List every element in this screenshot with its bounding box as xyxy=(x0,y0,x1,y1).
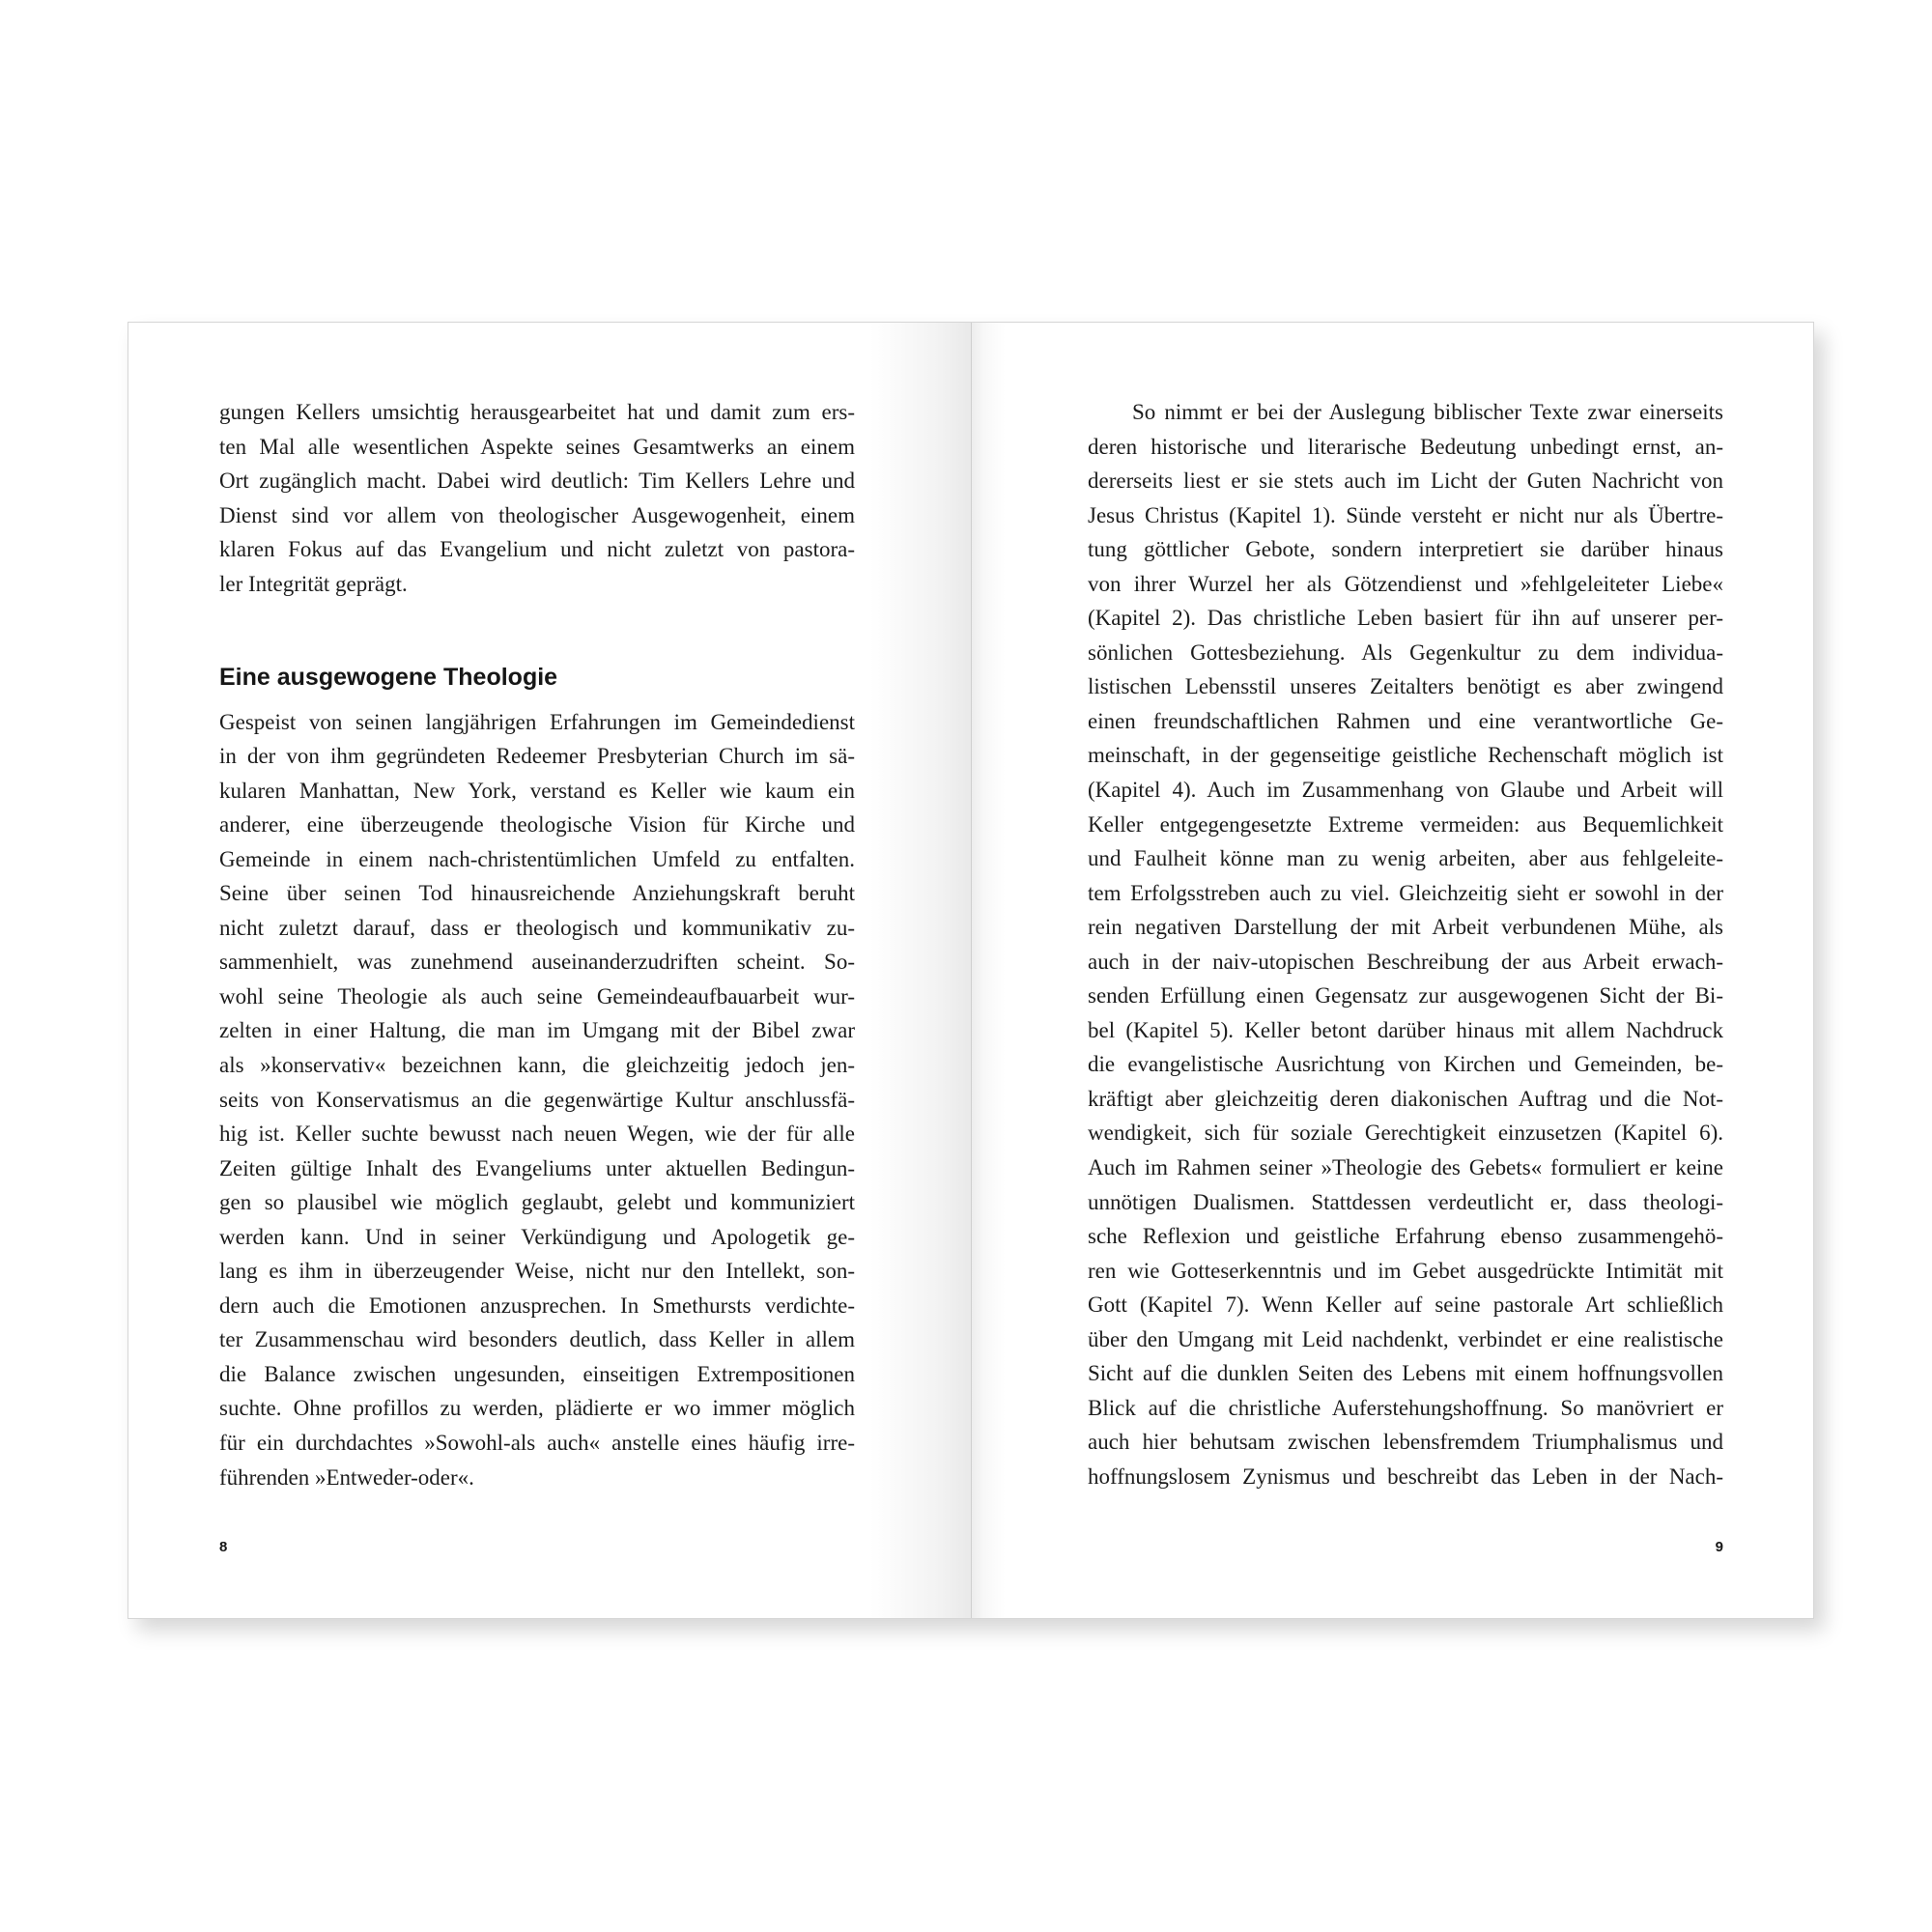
left-page xyxy=(128,323,971,1618)
text-line: So nimmt er bei der Auslegung biblischer Texte zwar einerseits xyxy=(1132,400,1723,424)
text-line: kularen Manhattan, New York, verstand es Keller wie kaum ein xyxy=(219,778,855,803)
page-number-left: 8 xyxy=(219,1539,228,1555)
text-line: nicht zuletzt darauf, dass er theologisch und kommunikativ zu- xyxy=(219,915,855,940)
text-line: sammenhielt, was zunehmend auseinanderzudriften scheint. So- xyxy=(219,950,855,975)
text-line: lang es ihm in überzeugender Weise, nicht nur den Intellekt, son- xyxy=(219,1259,855,1284)
text-line: für ein durchdachtes »Sowohl-als auch« anstelle eines häufig irre- xyxy=(219,1430,855,1455)
text-line: in der von ihm gegründeten Redeemer Presbyterian Church im sä- xyxy=(219,744,855,769)
text-line: einen freundschaftlichen Rahmen und eine verantwortliche Ge- xyxy=(1088,708,1723,733)
text-line: ter Zusammenschau wird besonders deutlich, dass Keller in allem xyxy=(219,1327,855,1352)
text-line: werden kann. Und in seiner Verkündigung und Apologetik ge- xyxy=(219,1224,855,1249)
text-line: Dienst sind vor allem von theologischer Ausgewogenheit, einem xyxy=(219,502,855,527)
page-number-right: 9 xyxy=(1715,1539,1723,1555)
text-line: Zeiten gültige Inhalt des Evangeliums unter aktuellen Bedingun- xyxy=(219,1155,855,1180)
text-line: auch in der naiv-utopischen Beschreibung der aus Arbeit erwach- xyxy=(1088,949,1723,974)
text-line: die Balance zwischen ungesunden, einseitigen Extrempositionen xyxy=(219,1361,855,1386)
text-line: und Faulheit könne man zu wenig arbeiten, aber aus fehlgeleite- xyxy=(1088,846,1723,871)
text-line: (Kapitel 4). Auch im Zusammenhang von Glaube und Arbeit will xyxy=(1088,778,1723,803)
text-line: wendigkeit, sich für soziale Gerechtigkeit einzusetzen (Kapitel 6). xyxy=(1088,1121,1723,1146)
right-page xyxy=(971,323,1813,1618)
text-line: Gemeinde in einem nach-christentümlichen Umfeld zu entfalten. xyxy=(219,846,855,871)
text-line: meinschaft, in der gegenseitige geistliche Rechenschaft möglich ist xyxy=(1088,743,1723,768)
text-line: ten Mal alle wesentlichen Aspekte seines Gesamtwerks an einem xyxy=(219,434,855,459)
text-line: deren historische und literarische Bedeutung unbedingt ernst, an- xyxy=(1088,434,1723,459)
text-line: Gott (Kapitel 7). Wenn Keller auf seine pastorale Art schließlich xyxy=(1088,1293,1723,1318)
text-line: suchte. Ohne profillos zu werden, plädierte er wo immer möglich xyxy=(219,1396,855,1421)
text-line: als »konservativ« bezeichnen kann, die gleichzeitig jedoch jen- xyxy=(219,1052,855,1077)
section-heading: Eine ausgewogene Theologie xyxy=(219,663,558,691)
text-line: (Kapitel 2). Das christliche Leben basiert für ihn auf unserer per- xyxy=(1088,606,1723,631)
book-spread xyxy=(128,322,1814,1619)
text-line: die evangelistische Ausrichtung von Kirchen und Gemeinden, be- xyxy=(1088,1052,1723,1077)
text-line: Keller entgegengesetzte Extreme vermeiden: aus Bequemlichkeit xyxy=(1088,811,1723,837)
left-paragraph-2 xyxy=(219,705,855,1495)
text-line: Gespeist von seinen langjährigen Erfahrungen im Gemeindedienst xyxy=(219,709,855,734)
text-line: anderer, eine überzeugende theologische Vision für Kirche und xyxy=(219,812,855,838)
right-paragraph xyxy=(1088,395,1723,1494)
text-line: führenden »Entweder-oder«. xyxy=(219,1464,474,1490)
text-line: ren wie Gotteserkenntnis und im Gebet ausgedrückte Intimität mit xyxy=(1088,1258,1723,1283)
text-line: listischen Lebensstil unseres Zeitalters benötigt es aber zwingend xyxy=(1088,674,1723,699)
text-line: Jesus Christus (Kapitel 1). Sünde versteht er nicht nur als Übertre- xyxy=(1088,502,1723,527)
text-line: sönlichen Gottesbeziehung. Als Gegenkultur zu dem individua- xyxy=(1088,639,1723,665)
text-line: gungen Kellers umsichtig herausgearbeitet hat und damit zum ers- xyxy=(219,400,855,424)
text-line: Ort zugänglich macht. Dabei wird deutlich: Tim Kellers Lehre und xyxy=(219,469,855,494)
text-line: über den Umgang mit Leid nachdenkt, verbindet er eine realistische xyxy=(1088,1326,1723,1351)
text-line: dererseits liest er sie stets auch im Licht der Guten Nachricht von xyxy=(1088,469,1723,494)
text-line: tem Erfolgsstreben auch zu viel. Gleichzeitig sieht er sowohl in der xyxy=(1088,880,1723,905)
text-line: tung göttlicher Gebote, sondern interpretiert sie darüber hinaus xyxy=(1088,537,1723,562)
text-line: zelten in einer Haltung, die man im Umgang mit der Bibel zwar xyxy=(219,1018,855,1043)
text-line: senden Erfüllung einen Gegensatz zur ausgewogenen Sicht der Bi- xyxy=(1088,983,1723,1009)
text-line: rein negativen Darstellung der mit Arbeit verbundenen Mühe, als xyxy=(1088,915,1723,940)
text-line: hoffnungslosem Zynismus und beschreibt das Leben in der Nach- xyxy=(1088,1463,1723,1489)
text-line: unnötigen Dualismen. Stattdessen verdeutlicht er, dass theologi- xyxy=(1088,1189,1723,1214)
text-line: Sicht auf die dunklen Seiten des Lebens mit einem hoffnungsvollen xyxy=(1088,1361,1723,1386)
text-line: sche Reflexion und geistliche Erfahrung ebenso zusammengehö- xyxy=(1088,1224,1723,1249)
text-line: Auch im Rahmen seiner »Theologie des Gebets« formuliert er keine xyxy=(1088,1155,1723,1180)
text-line: klaren Fokus auf das Evangelium und nicht zuletzt von pastora- xyxy=(219,537,855,562)
text-line: hig ist. Keller suchte bewusst nach neuen Wegen, wie der für alle xyxy=(219,1122,855,1147)
text-line: gen so plausibel wie möglich geglaubt, gelebt und kommuniziert xyxy=(219,1190,855,1215)
text-line: bel (Kapitel 5). Keller betont darüber hinaus mit allem Nachdruck xyxy=(1088,1017,1723,1042)
text-line: Blick auf die christliche Auferstehungshoffnung. So manövriert er xyxy=(1088,1395,1723,1420)
text-line: dern auch die Emotionen anzusprechen. In Smethursts verdichte- xyxy=(219,1293,855,1318)
text-line: wohl seine Theologie als auch seine Gemeindeaufbauarbeit wur- xyxy=(219,983,855,1009)
left-paragraph-1 xyxy=(219,395,855,601)
text-line: seits von Konservatismus an die gegenwärtige Kultur anschlussfä- xyxy=(219,1087,855,1112)
text-line: von ihrer Wurzel her als Götzendienst und »fehlgeleiteter Liebe« xyxy=(1088,571,1723,596)
text-line: ler Integrität geprägt. xyxy=(219,571,408,596)
text-line: auch hier behutsam zwischen lebensfremdem Triumphalismus und xyxy=(1088,1430,1723,1455)
text-line: Seine über seinen Tod hinausreichende Anziehungskraft beruht xyxy=(219,881,855,906)
text-line: kräftigt aber gleichzeitig deren diakonischen Auftrag und die Not- xyxy=(1088,1086,1723,1111)
